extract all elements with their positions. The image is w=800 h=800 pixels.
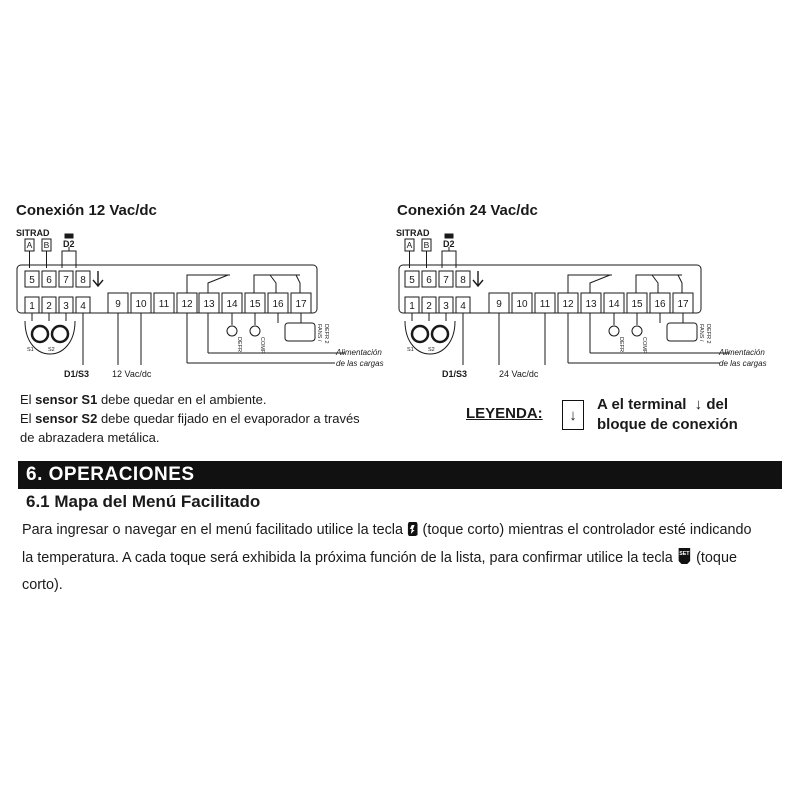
note-text: El <box>20 411 36 426</box>
terminal-label: 1 <box>29 301 35 312</box>
sitrad-label: SITRAD <box>16 228 50 238</box>
defr-load-icon <box>227 326 237 336</box>
terminal-label: 4 <box>80 301 86 312</box>
sensor-note-line3 <box>20 428 159 447</box>
sitrad-label: SITRAD <box>396 228 430 238</box>
terminal-label: 12 <box>181 299 193 310</box>
note-text: de abrazadera metálica. <box>20 430 160 445</box>
diagram-24v-title: Conexión 24 Vac/dc <box>397 202 538 219</box>
load-line1-label: Alimentación <box>719 348 765 357</box>
comp-load-icon <box>250 326 260 336</box>
terminal-label: 15 <box>249 299 261 310</box>
legend-label: LEYENDA: <box>466 405 543 422</box>
terminal-label: 1 <box>409 301 415 312</box>
defr-label: DEFR <box>236 337 242 352</box>
sitrad-b-label: B <box>43 240 50 250</box>
sensor-s1-label: S1 <box>27 347 34 353</box>
terminal-label: 16 <box>654 299 666 310</box>
sensor-s1-icon <box>412 326 428 342</box>
sensor-s2-label: S2 <box>428 347 435 353</box>
fans-load-icon <box>667 323 697 341</box>
paragraph-part1: Para ingresar o navegar en el menú facilitado utilice la tecla <box>22 521 404 538</box>
sensor-s2-label: S2 <box>48 347 55 353</box>
terminal-label: 7 <box>63 275 69 286</box>
defr-label: DEFR <box>618 337 624 352</box>
fans-label: FANS / <box>316 324 322 342</box>
terminal-label: 5 <box>409 275 415 286</box>
fans-label: FANS / <box>698 324 704 342</box>
terminal-label: 5 <box>29 275 35 286</box>
paragraph-part3: (toque corto). <box>22 548 737 593</box>
terminal-label: 14 <box>608 299 620 310</box>
terminal-label: 13 <box>585 299 597 310</box>
note-bold: sensor S2 <box>35 411 98 426</box>
terminal-label: 9 <box>496 299 502 310</box>
terminal-label: 13 <box>203 299 215 310</box>
comp-label: COMP <box>259 337 265 354</box>
supply-label: 12 Vac/dc <box>112 369 152 379</box>
section-header-bar <box>18 461 782 489</box>
terminal-label: 17 <box>677 299 689 310</box>
note-text: debe quedar fijado en el evaporador a través <box>97 411 360 426</box>
load-line2-label: de las cargas <box>719 359 767 368</box>
terminal-label: 16 <box>272 299 284 310</box>
terminal-label: 11 <box>158 299 170 310</box>
legend-line1-text: A el terminal <box>597 396 687 413</box>
set-key-icon <box>677 547 692 574</box>
note-text: debe quedar en el ambiente. <box>97 392 267 407</box>
legend-arrow-box <box>562 400 584 430</box>
note-bold: sensor S1 <box>35 392 98 407</box>
legend-line1 <box>597 395 738 415</box>
top-terminal-labels <box>409 275 466 286</box>
terminal-label: 8 <box>460 275 466 286</box>
terminal-label: 4 <box>460 301 466 312</box>
arrow-down-icon: ↓ <box>569 406 577 424</box>
defr-load-icon <box>609 326 619 336</box>
terminal-label: 17 <box>295 299 307 310</box>
terminal-label: 6 <box>46 275 52 286</box>
instructions-paragraph <box>22 518 761 598</box>
terminal-label: 9 <box>115 299 121 310</box>
defr2-label: DEFR 2 <box>705 324 711 344</box>
terminal-label: 8 <box>80 275 86 286</box>
load-line2-label: de las cargas <box>336 359 384 368</box>
sensor-note-line2 <box>20 409 360 428</box>
terminal-label: 11 <box>539 299 551 310</box>
note-text: El <box>20 392 36 407</box>
navigate-key-icon <box>407 521 419 546</box>
supply-label: 24 Vac/dc <box>499 369 539 379</box>
comp-load-icon <box>632 326 642 336</box>
terminal-label: 15 <box>631 299 643 310</box>
arrow-down-icon: ↓ <box>694 396 703 413</box>
terminal-label: 3 <box>443 301 449 312</box>
terminal-label: 10 <box>516 299 528 310</box>
sensor-note-line1 <box>20 390 266 409</box>
sensor-s1-label: S1 <box>407 347 414 353</box>
wiring-diagram-24v <box>382 225 792 385</box>
legend-description <box>597 395 738 435</box>
terminal-label: 2 <box>46 301 52 312</box>
terminal-label: 12 <box>562 299 574 310</box>
section-title: 6. OPERACIONES <box>26 464 195 485</box>
d1s3-label: D1/S3 <box>64 369 90 379</box>
sitrad-a-label: A <box>26 240 33 250</box>
comp-label: COMP <box>641 337 647 354</box>
d1s3-label: D1/S3 <box>442 369 468 379</box>
fans-load-icon <box>285 323 315 341</box>
diagram-12v-title: Conexión 12 Vac/dc <box>16 202 157 219</box>
terminal-label: 10 <box>135 299 147 310</box>
sitrad-b-label: B <box>423 240 430 250</box>
terminal-label: 2 <box>426 301 432 312</box>
wiring-diagram-12v <box>0 225 400 385</box>
d2-label: D2 <box>63 239 75 249</box>
load-line1-label: Alimentación <box>336 348 382 357</box>
terminal-label: 14 <box>226 299 238 310</box>
terminal-label: 6 <box>426 275 432 286</box>
top-terminal-labels <box>29 275 86 286</box>
legend-line2: bloque de conexión <box>597 416 738 433</box>
sensor-s1-icon <box>32 326 48 342</box>
legend-line1-post: del <box>702 396 728 413</box>
d2-label: D2 <box>443 239 455 249</box>
terminal-label: 3 <box>63 301 69 312</box>
set-key-label: SET <box>679 550 690 557</box>
subsection-title: 6.1 Mapa del Menú Facilitado <box>26 492 261 511</box>
sensor-s2-icon <box>52 326 68 342</box>
paragraph-part2: (toque corto) mientras el controlador esté indicando la temperatura. A cada toque será exhibida la próxima función de la lista, para confirmar utilice la tecla <box>22 521 752 566</box>
defr2-label: DEFR 2 <box>323 324 329 344</box>
sensor-s2-icon <box>432 326 448 342</box>
sitrad-a-label: A <box>406 240 413 250</box>
terminal-label: 7 <box>443 275 449 286</box>
